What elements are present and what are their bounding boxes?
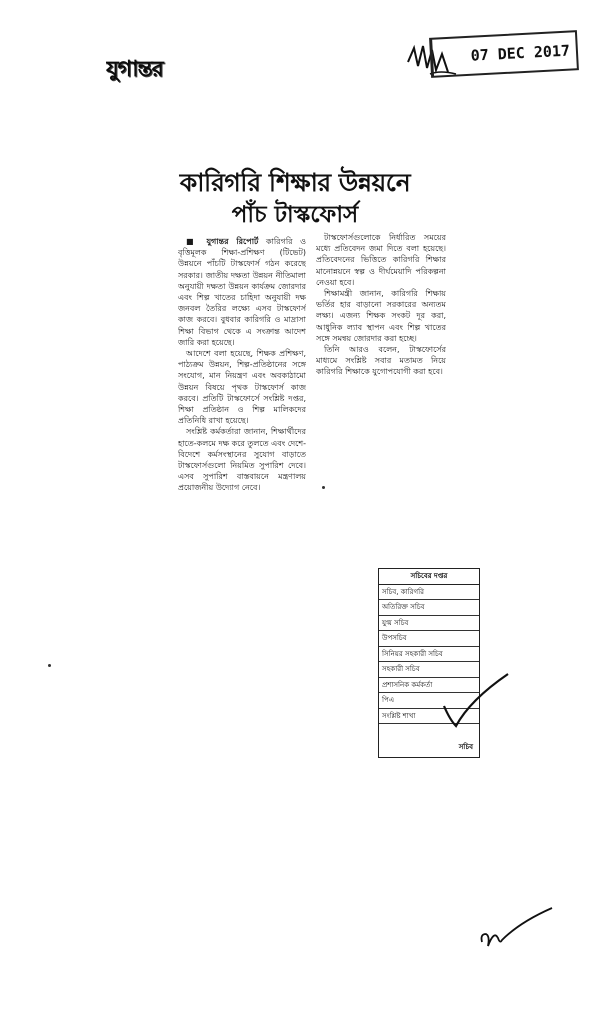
routing-slip-header: সচিবের দপ্তর: [379, 569, 479, 585]
article-paragraph: টাস্কফোর্সগুলোকে নির্ধারিত সময়ের মধ্যে প্রতিবেদন জমা দিতে বলা হয়েছে। প্রতিবেদনের ভিত্তিতে কারিগরি শিক্ষার মানোন্নয়নে স্বল্প ও দীর্ঘমেয়াদি পরিকল্পনা নেওয়া হবে।: [316, 233, 446, 287]
routing-slip-row: পিএ: [379, 693, 479, 709]
routing-slip-row: উপসচিব: [379, 631, 479, 647]
article-paragraph: সংশ্লিষ্ট কর্মকর্তারা জানান, শিক্ষার্থীদের হাতে-কলমে দক্ষ করে তুলতে এবং দেশে-বিদেশে কর্মসংস্থানের সুযোগ বাড়াতে টাস্কফোর্সগুলো নিয়মিত সুপারিশ দেবে। এসব সুপারিশ বাস্তবায়নে মন্ত্রণালয় প্রয়োজনীয় উদ্যোগ নেবে।: [178, 427, 306, 493]
routing-slip-row: সহকারী সচিব: [379, 662, 479, 678]
article-paragraph: তিনি আরও বলেন, টাস্কফোর্সের মাধ্যমে সংশ্লিষ্ট সবার মতামত নিয়ে কারিগরি শিক্ষাকে যুগোপযোগী করা হবে।: [316, 345, 446, 377]
article-column-right: [316, 232, 446, 404]
routing-slip-row: সিনিয়র সহকারী সচিব: [379, 647, 479, 663]
scan-speck: [322, 486, 325, 489]
article-paragraph-text: কারিগরি ও বৃত্তিমূলক শিক্ষা-প্রশিক্ষণ (টিভেট) উন্নয়নে পাঁচটি টাস্কফোর্স গঠন করেছে সরকার। জাতীয় দক্ষতা উন্নয়ন নীতিমালা অনুযায়ী দক্ষতা উন্নয়ন কার্যক্রম জোরদার এবং শিল্প খাতের চাহিদা অনুযায়ী দক্ষ জনবল তৈরির লক্ষ্যে এসব টাস্কফোর্স কাজ করবে। বুধবার কারিগরি ও মাদ্রাসা শিক্ষা বিভাগ থেকে এ সংক্রান্ত আদেশ জারি করা হয়েছে।: [178, 237, 306, 347]
routing-slip-row: প্রশাসনিক কর্মকর্তা: [379, 678, 479, 694]
routing-slip-row: যুগ্ম সচিব: [379, 616, 479, 632]
headline-line-2: পাঁচ টাস্কফোর্স: [231, 201, 359, 228]
received-date-stamp: [429, 30, 579, 78]
newspaper-masthead: যুগান্তর: [106, 56, 163, 82]
article-headline: [150, 166, 440, 230]
article-paragraph: আদেশে বলা হয়েছে, শিক্ষক প্রশিক্ষণ, পাঠ্যক্রম উন্নয়ন, শিল্প-প্রতিষ্ঠানের সঙ্গে সংযোগ, মান নিয়ন্ত্রণ এবং অবকাঠামো উন্নয়ন বিষয়ে পৃথক টাস্কফোর্স কাজ করবে। প্রতিটি টাস্কফোর্সে সংশ্লিষ্ট দপ্তর, শিক্ষা প্রতিষ্ঠান ও শিল্প মালিকদের প্রতিনিধি রাখা হয়েছে।: [178, 349, 306, 426]
checkmark-icon: [430, 660, 510, 740]
routing-slip-row: সংশ্লিষ্ট শাখা: [379, 709, 479, 725]
date-stamp-text: 07 DEC 2017: [470, 41, 571, 65]
routing-slip-footer: সচিব: [458, 743, 473, 751]
handwritten-signature-icon: [476, 904, 556, 956]
bullet-icon: ■: [186, 237, 207, 246]
headline-line-1: কারিগরি শিক্ষার উন্নয়নে: [179, 168, 411, 197]
routing-slip-row: সচিব, কারিগরি: [379, 585, 479, 601]
article-column-left: [178, 236, 306, 628]
scan-speck: [48, 664, 51, 667]
article-byline: যুগান্তর রিপোর্ট: [206, 237, 259, 246]
article-paragraph: শিক্ষামন্ত্রী জানান, কারিগরি শিক্ষায় ভর্তির হার বাড়ানো সরকারের অন্যতম লক্ষ্য। এজন্য শিক্ষক সংকট দূর করা, আধুনিক ল্যাব স্থাপন এবং শিল্প খাতের সঙ্গে সমন্বয় জোরদার করা হচ্ছে।: [316, 289, 446, 343]
routing-slip-row: অতিরিক্ত সচিব: [379, 600, 479, 616]
article-paragraph: [178, 236, 306, 348]
